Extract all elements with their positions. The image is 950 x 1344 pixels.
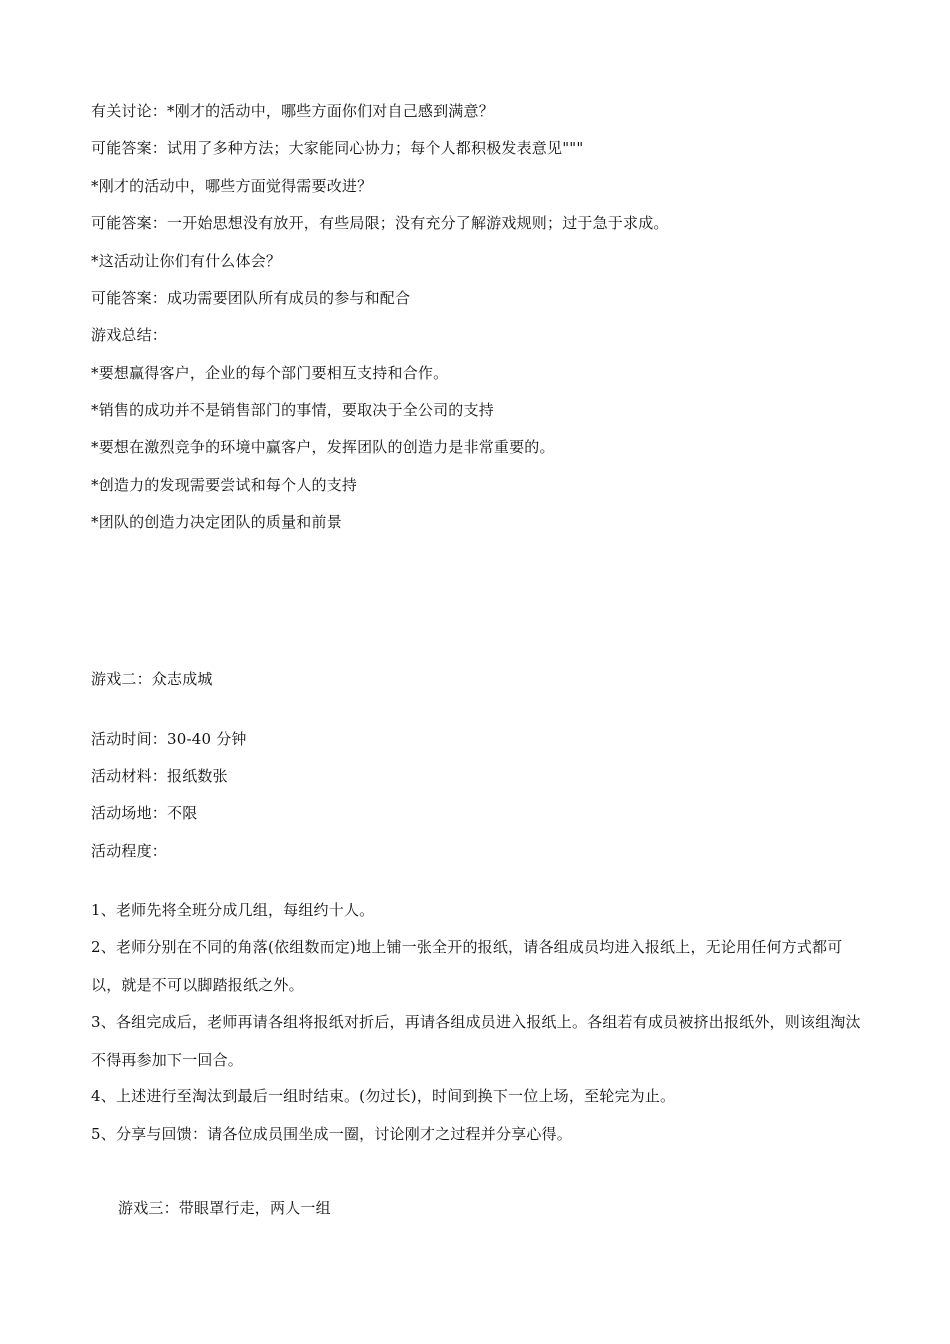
summary-point-3: *要想在激烈竞争的环境中赢客户，发挥团队的创造力是非常重要的。 (91, 438, 555, 456)
summary-heading: 游戏总结： (91, 326, 168, 344)
game2-title: 游戏二：众志成城 (91, 670, 213, 688)
game2-step-2: 2、老师分别在不同的角落(依组数而定)地上铺一张全开的报纸，请各组成员均进入报纸上，无论用任何方式都可以，就是不可以脚踏报纸之外。 (91, 938, 843, 994)
game2-venue: 活动场地：不限 (91, 804, 198, 822)
game2-time: 活动时间：30-40 分钟 (91, 730, 247, 748)
game3-title: 游戏三：带眼罩行走，两人一组 (118, 1199, 331, 1217)
discussion-line-5: *这活动让你们有什么体会？ (91, 252, 282, 270)
summary-point-4: *创造力的发现需要尝试和每个人的支持 (91, 476, 358, 494)
discussion-line-3: *刚才的活动中，哪些方面觉得需要改进？ (91, 177, 373, 195)
game2-step-4: 4、上述进行至淘汰到最后一组时结束。(勿过长)，时间到换下一位上场，至轮完为止。 (91, 1087, 676, 1105)
game2-step-3: 3、各组完成后，老师再请各组将报纸对折后，再请各组成员进入报纸上。各组若有成员被挤出报纸外，则该组淘汰不得再参加下一回合。 (91, 1013, 861, 1069)
discussion-line-6: 可能答案：成功需要团队所有成员的参与和配合 (91, 289, 411, 307)
game2-material: 活动材料：报纸数张 (91, 767, 228, 785)
discussion-line-1: 有关讨论：*刚才的活动中，哪些方面你们对自己感到满意？ (91, 102, 494, 120)
game2-step-5: 5、分享与回馈：请各位成员围坐成一圈，讨论刚才之过程并分享心得。 (91, 1125, 572, 1143)
game2-step-1: 1、老师先将全班分成几组，每组约十人。 (91, 901, 375, 919)
discussion-line-4: 可能答案：一开始思想没有放开，有些局限；没有充分了解游戏规则；过于急于求成。 (91, 214, 669, 232)
game2-procedure: 活动程度： (91, 842, 168, 860)
summary-point-5: *团队的创造力决定团队的质量和前景 (91, 513, 342, 531)
summary-point-2: *销售的成功并不是销售部门的事情，要取决于全公司的支持 (91, 401, 494, 419)
discussion-line-2: 可能答案：试用了多种方法；大家能同心协力；每个人都积极发表意见""" (91, 139, 584, 157)
summary-point-1: *要想赢得客户，企业的每个部门要相互支持和合作。 (91, 364, 449, 382)
